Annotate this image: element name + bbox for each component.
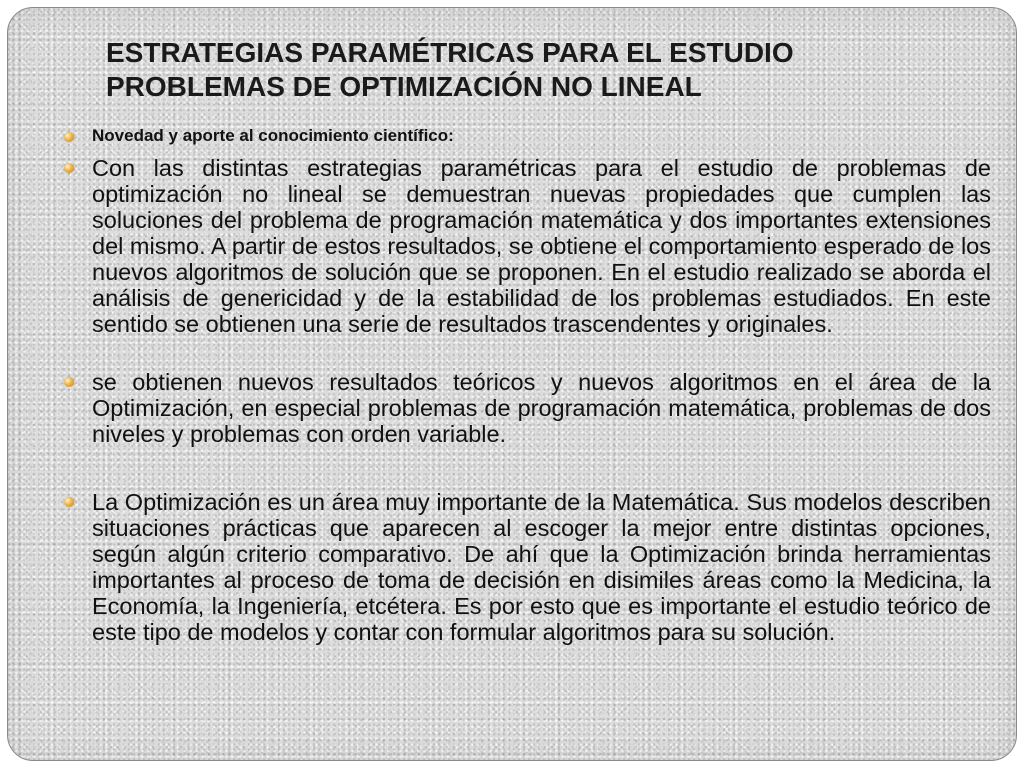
bullet-heading: Novedad y aporte al conocimiento científico: [56, 126, 991, 146]
bullet-paragraph-2: se obtienen nuevos resultados teóricos y nuevos algoritmos en el área de la Optimización, en especial problemas de programación matemática, problemas de dos niveles y problemas con orden variable. [56, 369, 991, 447]
bullet-paragraph-1: Con las distintas estrategias paramétricas para el estudio de problemas de optimización no lineal se demuestran nuevas propiedades que cumplen las soluciones del problema de programación matemática y dos importantes extensiones del mismo. A partir de estos resultados, se obtiene el comportamiento esperado de los nuevos algoritmos de solución que se proponen. En el estudio realizado se aborda el análisis de genericidad y de la estabilidad de los problemas estudiados. En este sentido se obtienen una serie de resultados trascendentes y originales. [56, 155, 991, 337]
bullet-paragraph-3: La Optimización es un área muy importante de la Matemática. Sus modelos describen situaciones prácticas que aparecen al escoger la mejor entre distintas opciones, según algún criterio comparativo. De ahí que la Optimización brinda herramientas importantes al proceso de toma de decisión en disimiles áreas como la Medicina, la Economía, la Ingeniería, etcétera. Es por esto que es importante el estudio teórico de este tipo de modelos y contar con formular algoritmos para su solución. [56, 489, 991, 645]
bullet-list [56, 118, 991, 645]
slide-title: ESTRATEGIAS PARAMÉTRICAS PARA EL ESTUDIO PROBLEMAS DE OPTIMIZACIÓN NO LINEAL [106, 37, 794, 102]
slide [7, 7, 1017, 761]
